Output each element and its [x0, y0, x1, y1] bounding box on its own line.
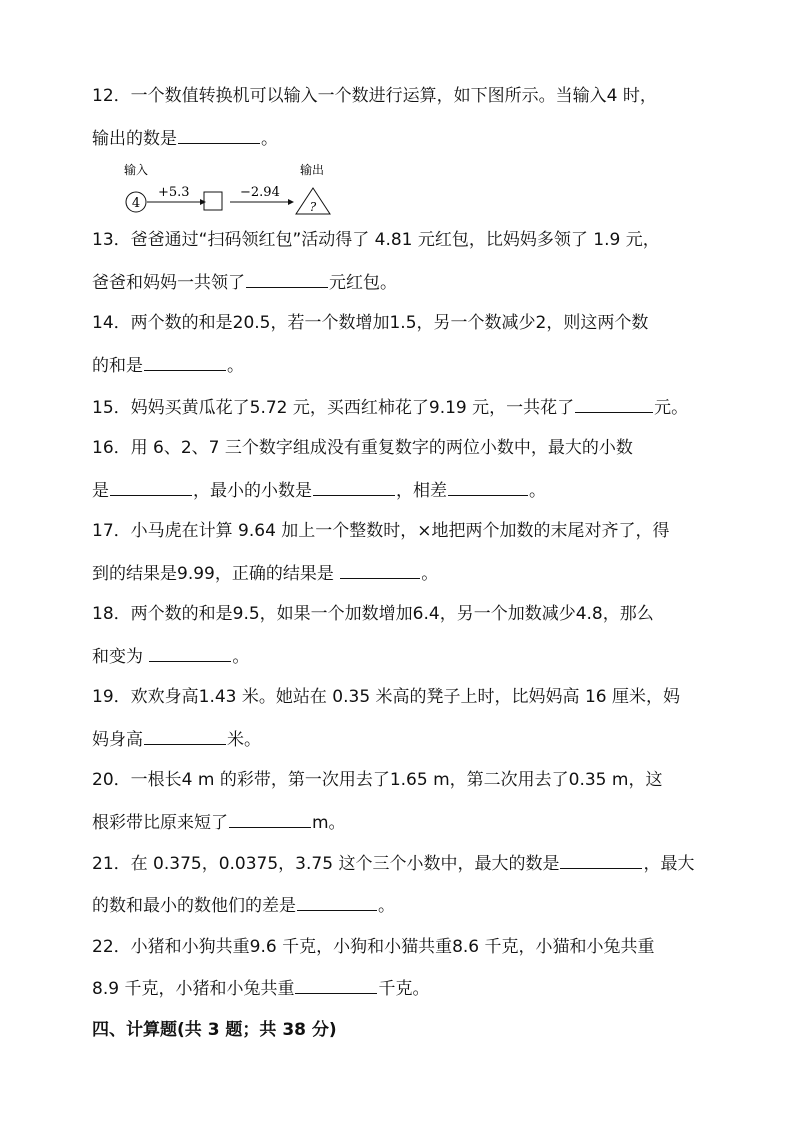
question-13-text: 爸爸和妈妈一共领了 [92, 273, 245, 293]
answer-blank-q16-min[interactable] [313, 480, 395, 496]
question-16-text-b: ，最小的小数是 [193, 481, 312, 501]
output-label: 输出 [300, 163, 325, 177]
question-21-text-end: 。 [378, 896, 395, 916]
question-22-text: 8.9 千克，小猪和小兔共重 [92, 979, 295, 999]
question-18-text: 和变为 [92, 647, 143, 667]
question-22-text-end: 千克。 [378, 979, 430, 999]
question-16-text-c: ，相差 [396, 481, 447, 501]
question-12-line-2 [92, 128, 712, 149]
question-12-text-end: 。 [261, 129, 278, 149]
answer-blank-q20[interactable] [229, 812, 311, 828]
question-18-line-2 [92, 646, 712, 667]
answer-blank-q16-diff[interactable] [448, 480, 528, 496]
question-14-text-end: 。 [227, 356, 244, 376]
question-16-text-a: 是 [92, 481, 109, 501]
question-20-text-end: m。 [312, 813, 346, 833]
question-14-text: 的和是 [92, 356, 143, 376]
question-14-line-2 [92, 355, 712, 376]
question-22-line-1: 22．小猪和小狗共重9.6 千克，小狗和小猫共重8.6 千克，小猫和小兔共重 [92, 937, 655, 957]
question-20-line-2 [92, 812, 712, 833]
answer-blank-q17[interactable] [340, 563, 420, 579]
question-21-line-1 [92, 853, 712, 874]
question-20-text: 根彩带比原来短了 [92, 813, 228, 833]
conversion-machine-diagram [120, 162, 350, 218]
answer-blank-q18[interactable] [149, 646, 231, 662]
question-16-line-1: 16．用 6、2、7 三个数字组成没有重复数字的两位小数中，最大的小数 [92, 438, 633, 458]
answer-blank-q19[interactable] [144, 729, 226, 745]
question-19-line-2 [92, 729, 712, 750]
question-15-line-1 [92, 397, 712, 418]
answer-blank-q21-diff[interactable] [297, 895, 377, 911]
question-12-text: 输出的数是 [92, 129, 177, 149]
question-21-text-c: 的数和最小的数他们的差是 [92, 896, 296, 916]
question-21-text-b: ，最大 [643, 854, 695, 874]
question-16-text-d: 。 [529, 481, 546, 501]
arrow-2-head [288, 199, 294, 205]
answer-blank-q22[interactable] [295, 978, 377, 994]
answer-blank-q14[interactable] [144, 355, 226, 371]
question-12-line-1: 12．一个数值转换机可以输入一个数进行运算，如下图所示。当输入4 时， [92, 86, 657, 106]
operation-1: +5.3 [158, 185, 190, 200]
answer-blank-q16-max[interactable] [110, 480, 192, 496]
question-17-text-end: 。 [421, 564, 439, 584]
unknown-output: ? [309, 200, 317, 214]
answer-blank-q12[interactable] [178, 128, 260, 144]
question-15-text-end: 元。 [654, 398, 689, 418]
input-label: 输入 [124, 163, 149, 177]
question-13-text-end: 元红包。 [329, 273, 397, 293]
question-21-text: 21．在 0.375，0.0375，3.75 这个三个小数中，最大的数是 [92, 854, 560, 874]
question-13-line-1: 13．爸爸通过“扫码领红包”活动得了 4.81 元红包，比妈妈多领了 1.9 元， [92, 230, 660, 250]
question-19-line-1: 19．欢欢身高1.43 米。她站在 0.35 米高的凳子上时，比妈妈高 16 厘米，妈 [92, 687, 680, 707]
question-19-text: 妈身高 [92, 730, 143, 750]
input-value: 4 [131, 196, 141, 211]
question-20-line-1: 20．一根长4 m 的彩带，第一次用去了1.65 m，第二次用去了0.35 m，这 [92, 770, 663, 790]
question-22-line-2 [92, 978, 712, 999]
question-19-text-end: 米。 [227, 730, 261, 750]
section-heading-calculation: 四、计算题(共 3 题；共 38 分) [92, 1020, 337, 1040]
question-17-line-1: 17．小马虎在计算 9.64 加上一个整数时，×地把两个加数的末尾对齐了，得 [92, 521, 670, 541]
answer-blank-q13[interactable] [246, 272, 328, 288]
question-21-line-2 [92, 895, 712, 916]
operation-2: −2.94 [240, 185, 280, 200]
arrow-1-head [200, 199, 206, 205]
question-18-line-1: 18．两个数的和是9.5，如果一个加数增加6.4，另一个加数减少4.8，那么 [92, 604, 654, 624]
answer-blank-q21-max[interactable] [560, 853, 642, 869]
question-14-line-1: 14．两个数的和是20.5，若一个数增加1.5，另一个数减少2，则这两个数 [92, 313, 649, 333]
question-17-line-2 [92, 563, 712, 584]
question-15-text: 15．妈妈买黄瓜花了5.72 元，买西红柿花了9.19 元，一共花了 [92, 398, 575, 418]
question-17-text: 到的结果是9.99，正确的结果是 [92, 564, 334, 584]
answer-blank-q15[interactable] [575, 397, 653, 413]
intermediate-box [204, 192, 222, 210]
question-16-line-2 [92, 480, 712, 501]
question-18-text-end: 。 [232, 647, 250, 667]
question-13-line-2 [92, 272, 712, 293]
